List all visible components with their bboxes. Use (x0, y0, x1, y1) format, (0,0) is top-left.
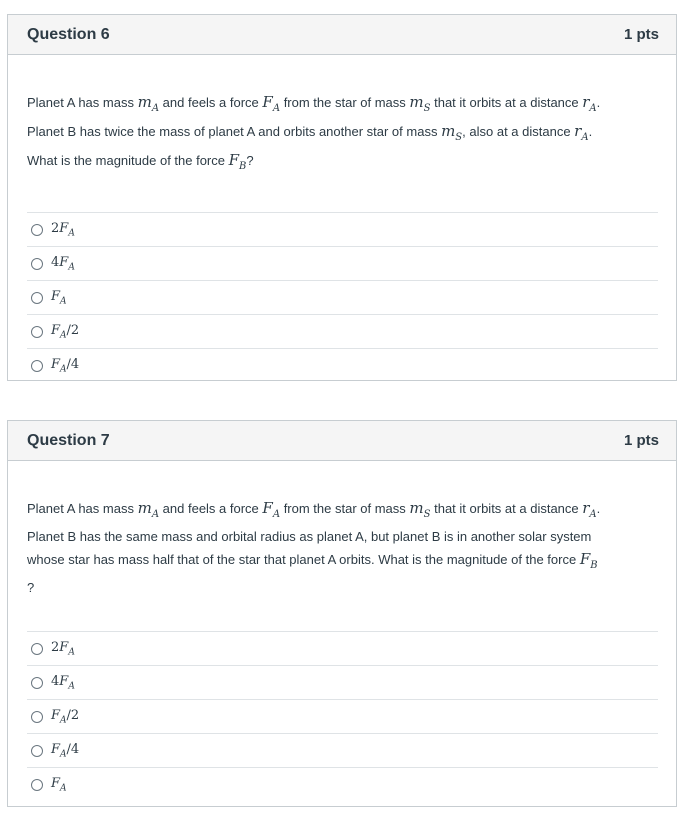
answer-label: $F_A/2$ (51, 322, 80, 341)
math-r-a: $r_A$ (574, 122, 589, 143)
answer-option[interactable] (27, 700, 658, 734)
radio-button[interactable] (31, 360, 43, 372)
math-f-b: $F_B$ (228, 151, 247, 172)
text-segment: Planet B has the same mass and orbital radius as planet A, but planet B is in another solar system (27, 529, 592, 544)
answer-option[interactable] (27, 734, 658, 768)
question-header (8, 15, 676, 55)
text-segment: Planet A has mass (27, 95, 138, 110)
radio-button[interactable] (31, 258, 43, 270)
text-segment: ? (27, 580, 35, 595)
radio-button[interactable] (31, 677, 43, 689)
answer-list (27, 631, 658, 802)
answer-label: $F_A$ (51, 288, 67, 307)
radio-button[interactable] (31, 643, 43, 655)
answer-label: $2F_A$ (51, 220, 75, 239)
text-segment: whose star has mass half that of the star that planet A orbits. What is the magnitude of the force (27, 552, 580, 567)
answer-option[interactable] (27, 315, 658, 349)
answer-option[interactable] (27, 213, 658, 247)
answer-option[interactable] (27, 281, 658, 315)
answer-label: $F_A/4$ (51, 741, 80, 760)
answer-label: $F_A/2$ (51, 707, 80, 726)
radio-button[interactable] (31, 224, 43, 236)
math-r-a: $r_A$ (582, 499, 597, 520)
radio-button[interactable] (31, 711, 43, 723)
text-segment: from the star of mass (283, 95, 410, 110)
question-points: 1 pts (623, 432, 659, 449)
answer-list (27, 212, 658, 383)
text-segment: and feels a force (162, 95, 263, 110)
text-segment: from the star of mass (283, 501, 410, 516)
answer-option[interactable] (27, 632, 658, 666)
text-segment: What is the magnitude of the force (27, 153, 229, 168)
question-text: Planet A has mass $m_A$ and feels a force $F_A$ from the star of mass $m_S$ that it orbits at a distance $r_A$. Planet B has twice the mass of planet A and orbits another star of mass $m_S$, also at a distance $r_A$. What is the magnitude of the force $F_B$? (27, 93, 601, 172)
text-segment: that it orbits at a distance (434, 501, 583, 516)
question-header (8, 421, 676, 461)
math-f-b: $F_B$ (579, 550, 598, 571)
answer-label: $4F_A$ (51, 673, 75, 692)
answer-option[interactable] (27, 247, 658, 281)
text-segment: that it orbits at a distance (434, 95, 583, 110)
question-title: Question 6 (27, 25, 110, 43)
text-segment: Planet A has mass (27, 501, 138, 516)
question-6 (7, 14, 677, 381)
answer-option[interactable] (27, 666, 658, 700)
question-7 (7, 420, 677, 807)
math-f-a: $F_A$ (262, 499, 281, 520)
radio-button[interactable] (31, 779, 43, 791)
answer-label: $2F_A$ (51, 639, 75, 658)
math-m-s: $m_S$ (441, 122, 463, 143)
text-segment: , also at a distance (462, 124, 575, 139)
radio-button[interactable] (31, 745, 43, 757)
text-segment: ? (246, 153, 254, 168)
text-segment: and feels a force (162, 501, 263, 516)
answer-option[interactable] (27, 768, 658, 802)
question-points: 1 pts (623, 26, 659, 43)
math-m-a: $m_A$ (137, 499, 160, 520)
math-r-a: $r_A$ (582, 93, 597, 114)
math-m-a: $m_A$ (137, 93, 160, 114)
text-segment: Planet B has twice the mass of planet A and orbits another star of mass (27, 124, 442, 139)
math-f-a: $F_A$ (262, 93, 281, 114)
radio-button[interactable] (31, 292, 43, 304)
radio-button[interactable] (31, 326, 43, 338)
question-title: Question 7 (27, 431, 110, 449)
answer-option[interactable] (27, 349, 658, 383)
math-m-s: $m_S$ (409, 499, 431, 520)
answer-label: $F_A/4$ (51, 357, 80, 375)
math-m-s: $m_S$ (409, 93, 431, 114)
answer-label: $F_A$ (51, 776, 67, 794)
answer-label: $4F_A$ (51, 254, 75, 273)
question-text: Planet A has mass $m_A$ and feels a force $F_A$ from the star of mass $m_S$ that it orbits at a distance $r_A$. Planet B has the same mass and orbital radius as planet A, but planet B is in another solar system whose star has mass half that of the star that planet A orbits. What is the magnitude of the force $F_B$ ? (27, 499, 601, 595)
